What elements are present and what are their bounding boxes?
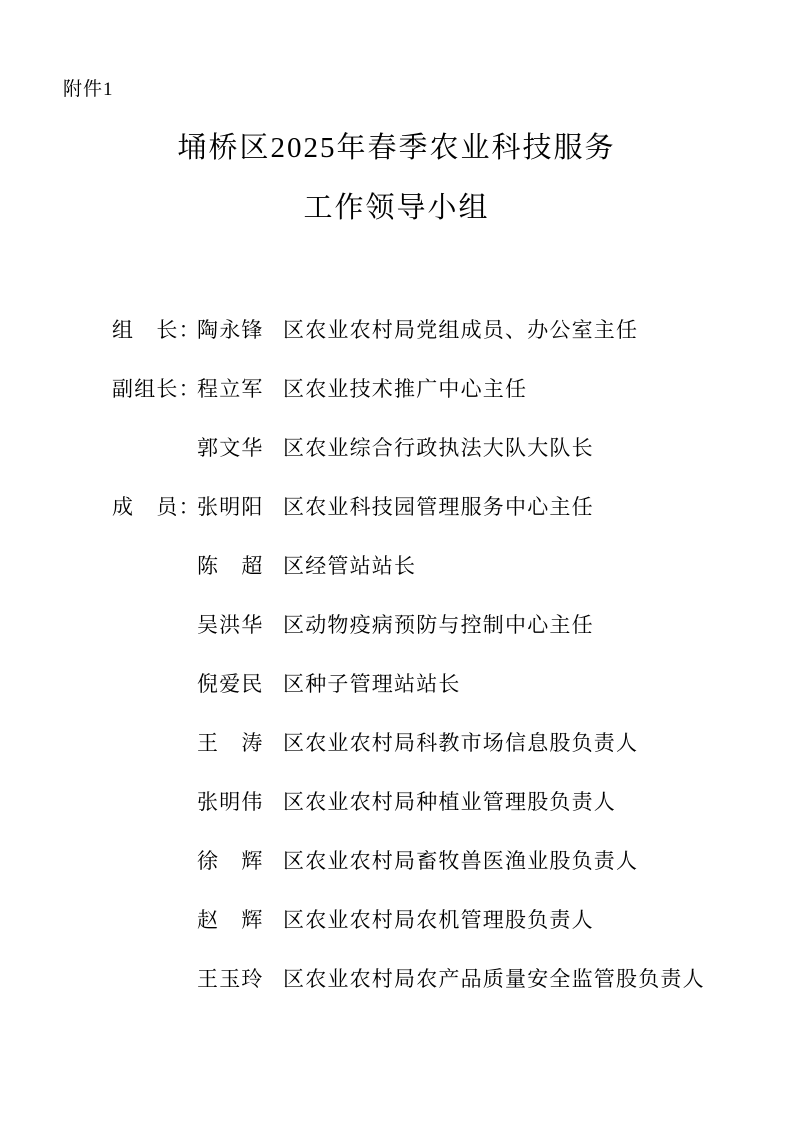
roster-row-deputy-leader — [112, 417, 753, 476]
person-position: 区农业农村局党组成员、办公室主任 — [283, 317, 639, 342]
roster-row-member — [112, 830, 753, 889]
roster-row-member — [112, 771, 753, 830]
person-position: 区农业农村局种植业管理股负责人 — [283, 789, 616, 814]
document-title-line-2: 工作领导小组 — [303, 192, 490, 224]
role-label: 成 员： — [112, 494, 201, 519]
person-name: 陶永锋 — [197, 317, 264, 342]
person-name: 赵 辉 — [197, 907, 264, 932]
roster-row-member — [112, 712, 753, 771]
roster-row-member — [112, 594, 753, 653]
person-name: 王 涛 — [197, 730, 264, 755]
person-position: 区农业科技园管理服务中心主任 — [283, 494, 594, 519]
roster-row-member — [112, 476, 753, 535]
person-name: 吴洪华 — [197, 612, 264, 637]
person-name: 程立军 — [197, 376, 264, 401]
person-position: 区农业农村局农机管理股负责人 — [283, 907, 594, 932]
roster-row-member — [112, 535, 753, 594]
person-name: 张明伟 — [197, 789, 264, 814]
person-position: 区农业农村局科教市场信息股负责人 — [283, 730, 639, 755]
role-label: 组 长： — [112, 317, 201, 342]
person-position: 区种子管理站站长 — [283, 671, 461, 696]
roster-row-member — [112, 653, 753, 712]
person-position: 区农业综合行政执法大队大队长 — [283, 435, 594, 460]
roster-row-member — [112, 948, 753, 1007]
leadership-roster — [112, 299, 753, 1007]
person-name: 倪爱民 — [197, 671, 264, 696]
person-name: 郭文华 — [197, 435, 264, 460]
person-position: 区农业农村局农产品质量安全监管股负责人 — [283, 966, 705, 991]
person-position: 区农业农村局畜牧兽医渔业股负责人 — [283, 848, 639, 873]
person-name: 陈 超 — [197, 553, 264, 578]
person-name: 徐 辉 — [197, 848, 264, 873]
document-title — [0, 118, 793, 238]
person-position: 区农业技术推广中心主任 — [283, 376, 528, 401]
role-label: 副组长： — [112, 376, 201, 401]
person-name: 王玉玲 — [197, 966, 264, 991]
roster-row-deputy-leader — [112, 358, 753, 417]
person-position: 区动物疫病预防与控制中心主任 — [283, 612, 594, 637]
document-title-line-1: 埇桥区2025年春季农业科技服务 — [177, 132, 616, 164]
person-name: 张明阳 — [197, 494, 264, 519]
person-position: 区经管站站长 — [283, 553, 417, 578]
roster-row-leader — [112, 299, 753, 358]
attachment-label: 附件1 — [63, 79, 114, 100]
roster-row-member — [112, 889, 753, 948]
